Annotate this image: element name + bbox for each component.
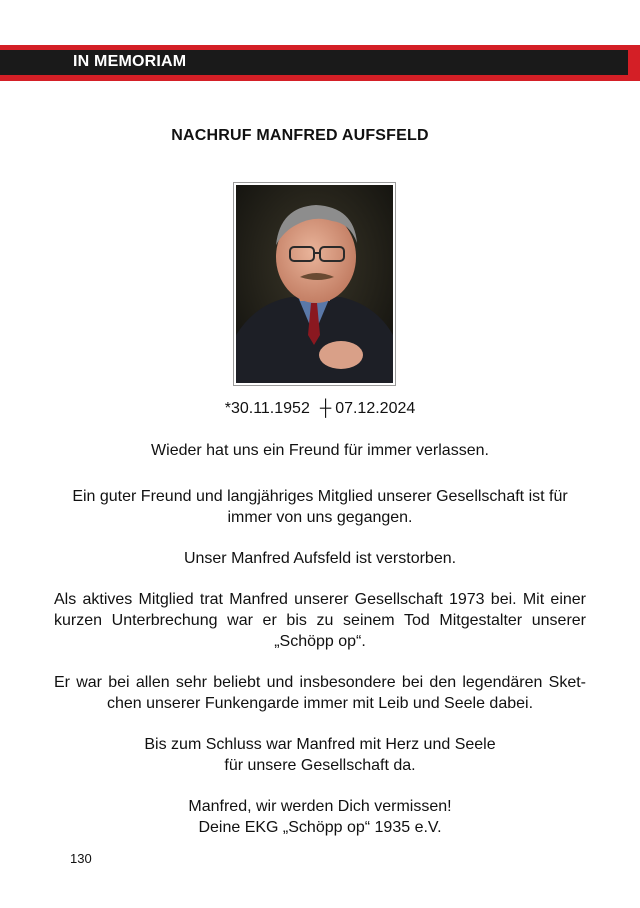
obituary-text bbox=[54, 440, 586, 838]
paragraph-funkengarde: Er war bei allen sehr beliebt und insbesondere bei den legendären Sket-chen unserer Funkengarde immer mit Leib und Seele dabei. bbox=[54, 674, 586, 712]
closing-line-1: Manfred, wir werden Dich vermissen! bbox=[188, 798, 452, 815]
paragraph-friend-line-2: immer von uns gegangen. bbox=[227, 509, 413, 526]
paragraph-friend-line-1: Ein guter Freund und langjähriges Mitglied unserer Gesellschaft ist für bbox=[72, 488, 568, 505]
life-dates bbox=[0, 400, 640, 418]
birth-date: *30.11.1952 bbox=[224, 400, 310, 417]
paragraph-intro: Wieder hat uns ein Freund für immer verlassen. bbox=[151, 442, 489, 459]
cross-icon: ┼ bbox=[319, 400, 332, 417]
portrait-image bbox=[236, 185, 393, 383]
portrait-photo bbox=[233, 182, 396, 386]
section-title: IN MEMORIAM bbox=[73, 53, 187, 70]
obituary-title: NACHRUF MANFRED AUFSFELD bbox=[171, 127, 429, 144]
paragraph-membership: Als aktives Mitglied trat Manfred unserer Gesellschaft 1973 bei. Mit einer kurzen Unterbrechung war er bis zu seinem Tod Mitgestalter unserer „Schöpp op“. bbox=[54, 591, 586, 650]
paragraph-deceased: Unser Manfred Aufsfeld ist verstorben. bbox=[183, 550, 457, 567]
death-date: 07.12.2024 bbox=[335, 400, 416, 417]
closing-signature: Deine EKG „Schöpp op“ 1935 e.V. bbox=[198, 819, 442, 836]
paragraph-heart-line-2: für unsere Gesellschaft da. bbox=[224, 757, 416, 774]
paragraph-heart-line-1: Bis zum Schluss war Manfred mit Herz und Seele bbox=[144, 736, 496, 753]
page-number: 130 bbox=[70, 851, 92, 866]
